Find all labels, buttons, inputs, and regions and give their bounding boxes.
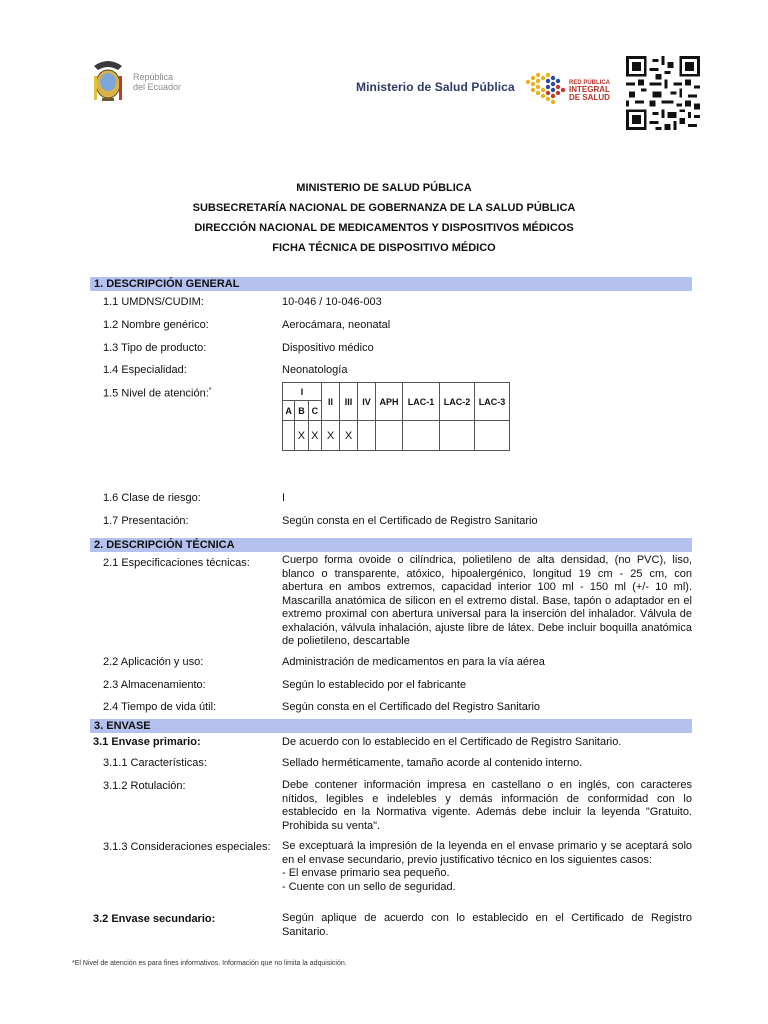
coat-of-arms-icon bbox=[88, 56, 128, 108]
title-direccion: DIRECCIÓN NACIONAL DE MEDICAMENTOS Y DISPOSITIVOS MÉDICOS bbox=[194, 222, 574, 234]
aplicacion-label: 2.2 Aplicación y uso: bbox=[103, 656, 204, 668]
red-line-3: DE SALUD bbox=[569, 93, 610, 102]
tipo-value: Dispositivo médico bbox=[282, 342, 374, 354]
republic-line-1: República bbox=[133, 72, 174, 82]
level-col-lac2: LAC-2 bbox=[440, 383, 475, 421]
nivel-atencion-table bbox=[282, 382, 510, 451]
envase-primario-value: De acuerdo con lo establecido en el Certificado de Registro Sanitario. bbox=[282, 736, 622, 748]
red-dots-icon bbox=[522, 68, 568, 112]
level-mark-aph bbox=[376, 421, 403, 451]
ministry-logo-text: Ministerio de Salud Pública bbox=[356, 80, 515, 94]
nivel-label bbox=[103, 387, 212, 400]
section-2-header: 2. DESCRIPCIÓN TÉCNICA bbox=[90, 538, 692, 552]
level-mark-b: X bbox=[295, 421, 308, 451]
level-mark-iii: X bbox=[340, 421, 358, 451]
nombre-value: Aerocámara, neonatal bbox=[282, 319, 391, 331]
almacenamiento-value: Según lo establecido por el fabricante bbox=[282, 679, 467, 691]
almacenamiento-label: 2.3 Almacenamiento: bbox=[103, 679, 206, 691]
nivel-label-text: 1.5 Nivel de atención: bbox=[103, 387, 209, 400]
envase-secundario-value: Según aplique de acuerdo con lo establecido en el Certificado de Registro Sanitario. bbox=[282, 912, 692, 938]
nivel-footnote-mark: * bbox=[208, 387, 212, 394]
vida-util-label: 2.4 Tiempo de vida útil: bbox=[103, 701, 217, 713]
level-col-lac3: LAC-3 bbox=[475, 383, 510, 421]
level-mark-iv bbox=[358, 421, 376, 451]
footnote: *El Nivel de atención es para fines informativos. Información que no limita la adquisición. bbox=[72, 960, 347, 967]
aplicacion-value: Administración de medicamentos en para la vía aérea bbox=[282, 656, 545, 668]
red-publica-logo bbox=[522, 68, 622, 112]
level-mark-lac2 bbox=[440, 421, 475, 451]
envase-primario-label: 3.1 Envase primario: bbox=[93, 736, 201, 748]
qr-code-icon bbox=[626, 56, 700, 130]
envase-secundario-label: 3.2 Envase secundario: bbox=[93, 913, 216, 925]
section-1-header: 1. DESCRIPCIÓN GENERAL bbox=[90, 277, 692, 291]
level-mark-lac3 bbox=[475, 421, 510, 451]
caracteristicas-value: Sellado herméticamente, tamaño acorde al contenido interno. bbox=[282, 757, 583, 769]
level-col-iii: III bbox=[340, 383, 358, 421]
level-mark-c: X bbox=[308, 421, 321, 451]
title-subsecretaria: SUBSECRETARÍA NACIONAL DE GOBERNANZA DE LA SALUD PÚBLICA bbox=[192, 202, 576, 214]
especialidad-label: 1.4 Especialidad: bbox=[103, 364, 187, 376]
consideraciones-value bbox=[282, 840, 692, 894]
level-col-lac1: LAC-1 bbox=[403, 383, 440, 421]
republica-logo bbox=[88, 56, 198, 108]
level-col-ii: II bbox=[322, 383, 340, 421]
tipo-label: 1.3 Tipo de producto: bbox=[103, 342, 207, 354]
level-sub-c: C bbox=[308, 401, 321, 421]
level-mark-lac1 bbox=[403, 421, 440, 451]
nombre-label: 1.2 Nombre genérico: bbox=[103, 319, 209, 331]
red-line-2: INTEGRAL bbox=[569, 85, 610, 94]
level-mark-a bbox=[283, 421, 295, 451]
level-sub-a: A bbox=[283, 401, 295, 421]
consideraciones-item-1: - El envase primario sea pequeño. bbox=[282, 867, 450, 879]
level-sub-b: B bbox=[295, 401, 308, 421]
vida-util-value: Según consta en el Certificado del Registro Sanitario bbox=[282, 701, 541, 713]
section-3-header: 3. ENVASE bbox=[90, 719, 692, 733]
level-col-aph: APH bbox=[376, 383, 403, 421]
rotulacion-label: 3.1.2 Rotulación: bbox=[103, 780, 186, 792]
level-mark-ii: X bbox=[322, 421, 340, 451]
clase-value: I bbox=[282, 492, 286, 504]
republic-line-2: del Ecuador bbox=[133, 82, 182, 92]
presentacion-label: 1.7 Presentación: bbox=[103, 515, 189, 527]
consideraciones-item-2: - Cuente con un sello de seguridad. bbox=[282, 880, 456, 893]
red-line-1: RED PÚBLICA bbox=[569, 80, 611, 86]
rotulacion-value: Debe contener información impresa en castellano o en inglés, con caracteres nítidos, legibles e indelebles y demás información de conformidad con lo establecido en la Normativa vigente. Además debe incluir la leyenda "Gratuito. Prohibida su venta". bbox=[282, 779, 692, 832]
umdns-label: 1.1 UMDNS/CUDIM: bbox=[103, 296, 204, 308]
umdns-value: 10-046 / 10-046-003 bbox=[282, 296, 382, 308]
caracteristicas-label: 3.1.1 Características: bbox=[103, 757, 207, 769]
title-ficha: FICHA TÉCNICA DE DISPOSITIVO MÉDICO bbox=[272, 242, 496, 254]
especificaciones-value: Cuerpo forma ovoide o cilíndrica, polietileno de alta densidad, (no PVC), liso, blanco o transparente, atóxico, hipoalergénico, longitud 19 cm - 25 cm, con abertura en ambos extremos, capacidad interior 100 ml - 150 ml (+/- 10 ml). Mascarilla anatómica de silicon en el extremo distal. Base, tapón o adaptador en el extremo proximal con abertura universal para la inserción del inhalador. Válvula de exhalación, válvula inhalación, ajuste libre de látex. Debe incluir boquilla anatómica de polietileno, descartable bbox=[282, 554, 692, 647]
especialidad-value: Neonatología bbox=[282, 364, 348, 376]
level-group-i: I bbox=[283, 383, 322, 401]
especificaciones-label: 2.1 Especificaciones técnicas: bbox=[103, 557, 250, 569]
title-ministerio: MINISTERIO DE SALUD PÚBLICA bbox=[296, 182, 472, 194]
consideraciones-text: Se exceptuará la impresión de la leyenda en el envase primario y se aceptará solo en el envase secundario, previo justificativo técnico en los siguientes casos: bbox=[282, 840, 692, 866]
level-col-iv: IV bbox=[358, 383, 376, 421]
consideraciones-label: 3.1.3 Consideraciones especiales: bbox=[103, 841, 271, 853]
presentacion-value: Según consta en el Certificado de Registro Sanitario bbox=[282, 515, 538, 527]
clase-label: 1.6 Clase de riesgo: bbox=[103, 492, 201, 504]
